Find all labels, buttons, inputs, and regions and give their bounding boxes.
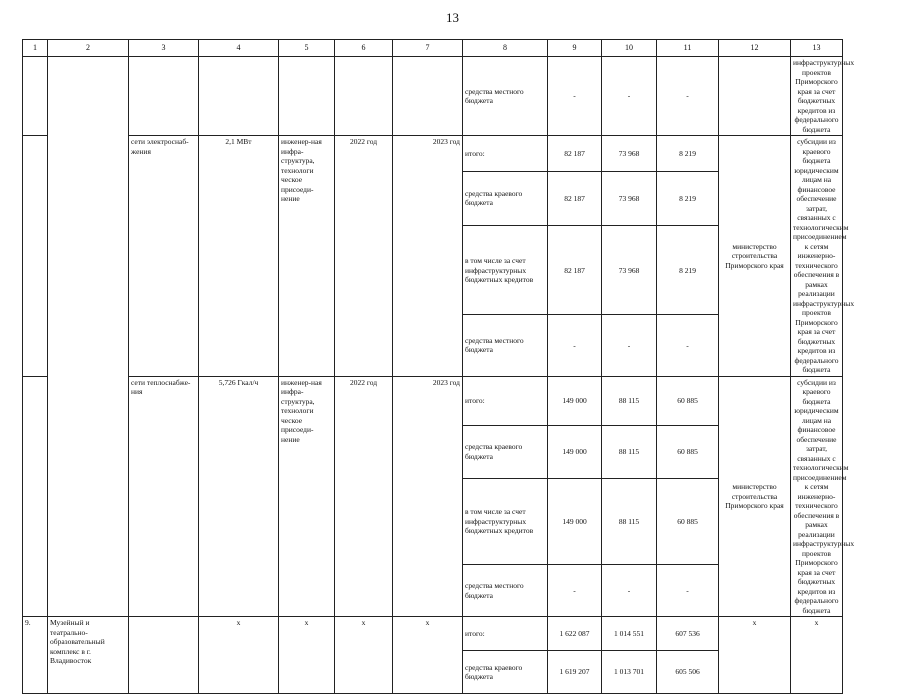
value-cell: - [657, 565, 719, 617]
header-cell: 12 [719, 40, 791, 57]
header-cell: 5 [279, 40, 335, 57]
header-row [23, 40, 843, 57]
cell-x: x [335, 617, 393, 694]
header-cell: 3 [129, 40, 199, 57]
table-row [23, 617, 843, 651]
source-cell: средства местного бюджета [463, 57, 548, 136]
header-cell: 8 [463, 40, 548, 57]
source-cell: средства краевого бюджета [463, 651, 548, 694]
value-cell: 73 968 [602, 171, 657, 226]
value-cell: 1 622 087 [548, 617, 602, 651]
cell-x: x [199, 617, 279, 694]
header-cell: 6 [335, 40, 393, 57]
table-row [23, 136, 843, 172]
source-cell: средства краевого бюджета [463, 171, 548, 226]
value-cell: 1 013 701 [602, 651, 657, 694]
source-cell: средства местного бюджета [463, 315, 548, 376]
start-year: 2022 год [335, 376, 393, 617]
value-cell: - [657, 315, 719, 376]
value-cell: 605 506 [657, 651, 719, 694]
note-cell: субсидии из краевого бюджета юридическим лицам на финансовое обеспечение затрат, связанных с технологическим присоединением к сетям инженерно-технического обеспечения в рамках реализации инфраструктурных проектов Приморского края за счет бюджетных кредитов из федерального бюджета [791, 376, 843, 617]
type-cell: инженер-ная инфра-структура, технологи ческое присоеди-нение [279, 136, 335, 377]
source-cell: в том числе за счет инфраструктурных бюджетных кредитов [463, 478, 548, 564]
header-cell: 7 [393, 40, 463, 57]
end-year: 2023 год [393, 136, 463, 377]
cell-x: x [279, 617, 335, 694]
value-cell: 88 115 [602, 478, 657, 564]
value-cell: 73 968 [602, 136, 657, 172]
source-cell: итого: [463, 136, 548, 172]
value-cell: - [602, 565, 657, 617]
source-cell: в том числе за счет инфраструктурных бюджетных кредитов [463, 226, 548, 315]
capacity-cell: 2,1 МВт [199, 136, 279, 377]
value-cell: 60 885 [657, 478, 719, 564]
value-cell: - [548, 315, 602, 376]
page-number: 13 [446, 10, 459, 25]
header-cell: 1 [23, 40, 48, 57]
object-name: сети электроснаб-жения [129, 136, 199, 377]
ministry-cell: министерство строительства Приморского края [719, 376, 791, 617]
cell-x: x [393, 617, 463, 694]
value-cell: - [548, 565, 602, 617]
value-cell: 82 187 [548, 171, 602, 226]
value-cell: 88 115 [602, 376, 657, 425]
source-cell: средства местного бюджета [463, 565, 548, 617]
end-year: 2023 год [393, 376, 463, 617]
header-cell: 4 [199, 40, 279, 57]
value-cell: 82 187 [548, 136, 602, 172]
source-cell: итого: [463, 376, 548, 425]
source-cell: итого: [463, 617, 548, 651]
header-cell: 11 [657, 40, 719, 57]
start-year: 2022 год [335, 136, 393, 377]
value-cell: 82 187 [548, 226, 602, 315]
value-cell: 60 885 [657, 376, 719, 425]
value-cell: - [602, 57, 657, 136]
value-cell: - [548, 57, 602, 136]
header-cell: 9 [548, 40, 602, 57]
table-row [23, 376, 843, 425]
header-cell: 10 [602, 40, 657, 57]
note-cell: инфраструктурных проектов Приморского края за счет бюджетных кредитов из федерального бюджета [791, 57, 843, 136]
row-number: 9. [23, 617, 48, 694]
value-cell: 60 885 [657, 425, 719, 478]
value-cell: 8 219 [657, 226, 719, 315]
value-cell: 73 968 [602, 226, 657, 315]
value-cell: 88 115 [602, 425, 657, 478]
table-row [23, 57, 843, 136]
value-cell: 149 000 [548, 376, 602, 425]
value-cell: 8 219 [657, 171, 719, 226]
header-cell: 13 [791, 40, 843, 57]
object-name: Музейный и театрально-образовательный комплекс в г. Владивосток [48, 617, 129, 694]
source-cell: средства краевого бюджета [463, 425, 548, 478]
value-cell: - [602, 315, 657, 376]
value-cell: 8 219 [657, 136, 719, 172]
value-cell: 607 536 [657, 617, 719, 651]
value-cell: 149 000 [548, 478, 602, 564]
header-cell: 2 [48, 40, 129, 57]
type-cell: инженер-ная инфра-структура, технологи ческое присоеди-нение [279, 376, 335, 617]
cell-x: x [791, 617, 843, 694]
value-cell: 1 619 207 [548, 651, 602, 694]
cell-x: x [719, 617, 791, 694]
object-name: сети теплоснабже-ния [129, 376, 199, 617]
value-cell: 149 000 [548, 425, 602, 478]
budget-table [22, 39, 855, 694]
capacity-cell: 5,726 Гкал/ч [199, 376, 279, 617]
value-cell: - [657, 57, 719, 136]
value-cell: 1 014 551 [602, 617, 657, 651]
ministry-cell: министерство строительства Приморского края [719, 136, 791, 377]
note-cell: субсидии из краевого бюджета юридическим лицам на финансовое обеспечение затрат, связанных с технологическим присоединением к сетям инженерно-технического обеспечения в рамках реализации инфраструктурных проектов Приморского края за счет бюджетных кредитов из федерального бюджета [791, 136, 843, 377]
